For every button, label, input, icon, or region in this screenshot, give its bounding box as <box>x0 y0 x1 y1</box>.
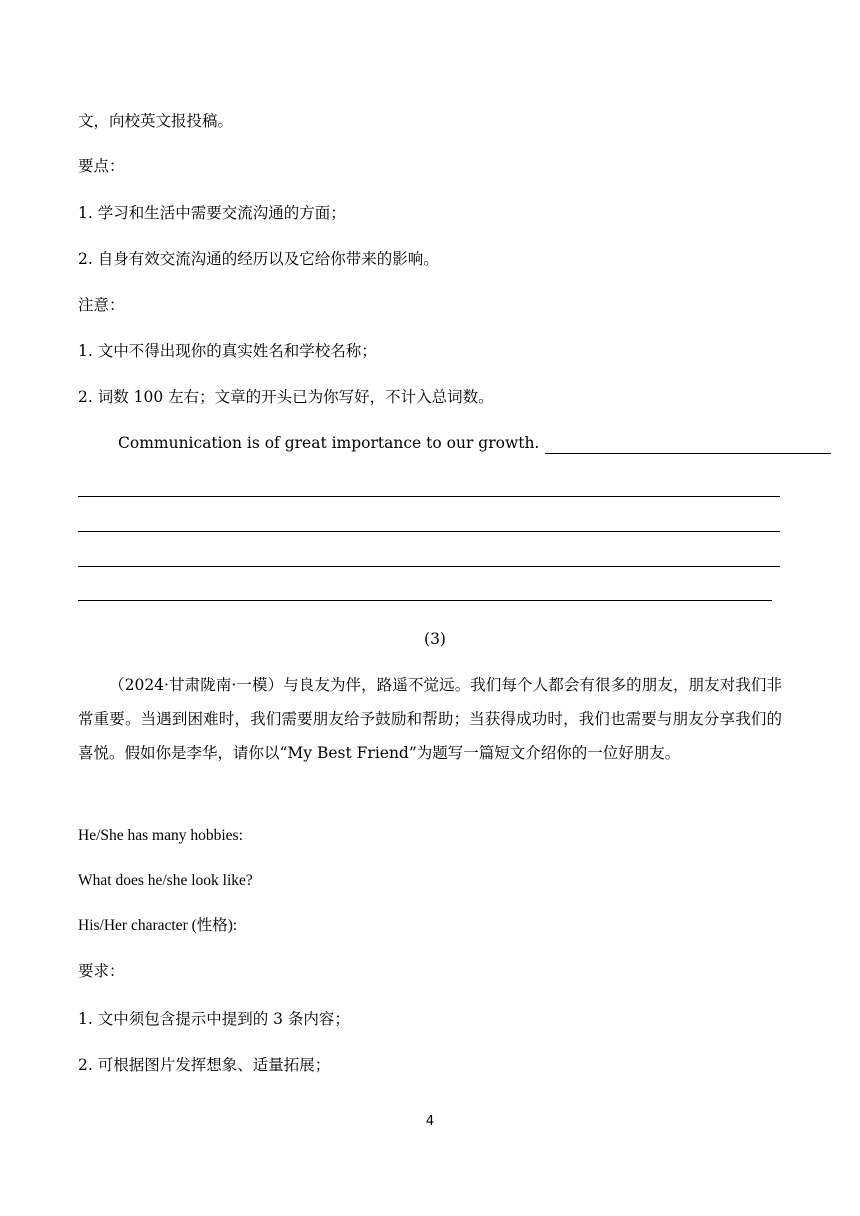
writing-start-row <box>118 432 831 454</box>
answer-blank[interactable] <box>545 436 831 454</box>
answer-line[interactable] <box>78 566 780 567</box>
notes-heading: 注意： <box>78 296 125 314</box>
point-item-1: 1. 学习和生活中需要交流沟通的方面； <box>78 204 346 222</box>
answer-line[interactable] <box>78 531 780 532</box>
question-prompt: （2024·甘肃陇南·一模）与良友为伴，路遥不觉远。我们每个人都会有很多的朋友，朋友对我们非常重要。当遇到困难时，我们需要朋友给予鼓励和帮助；当获得成功时，我们也需要与朋友分享我们的喜悦。假如你是李华，请你以“My Best Friend”为题写一篇短文介绍你的一位好朋友。 <box>78 676 782 762</box>
question-number: (3) <box>424 630 446 648</box>
requirement-item-2: 2. 可根据图片发挥想象、适量拓展； <box>78 1056 331 1074</box>
page-number: 4 <box>425 1114 435 1129</box>
hint-hobbies: He/She has many hobbies: <box>78 827 243 844</box>
point-item-2: 2. 自身有效交流沟通的经历以及它给你带来的影响。 <box>78 250 439 268</box>
answer-line[interactable] <box>78 496 780 497</box>
essay-task-continuation: 文，向校英文报投稿。 <box>78 112 234 130</box>
hint-character: His/Her character (性格): <box>78 917 238 934</box>
writing-start-text: Communication is of great importance to our growth. <box>118 434 540 452</box>
requirement-item-1: 1. 文中须包含提示中提到的 3 条内容； <box>78 1010 350 1028</box>
note-item-1: 1. 文中不得出现你的真实姓名和学校名称； <box>78 342 377 360</box>
note-item-2: 2. 词数 100 左右；文章的开头已为你写好，不计入总词数。 <box>78 388 494 406</box>
points-heading: 要点： <box>78 157 125 175</box>
hint-appearance: What does he/she look like? <box>78 872 253 889</box>
answer-line[interactable] <box>78 600 772 601</box>
requirements-heading: 要求： <box>78 962 125 980</box>
